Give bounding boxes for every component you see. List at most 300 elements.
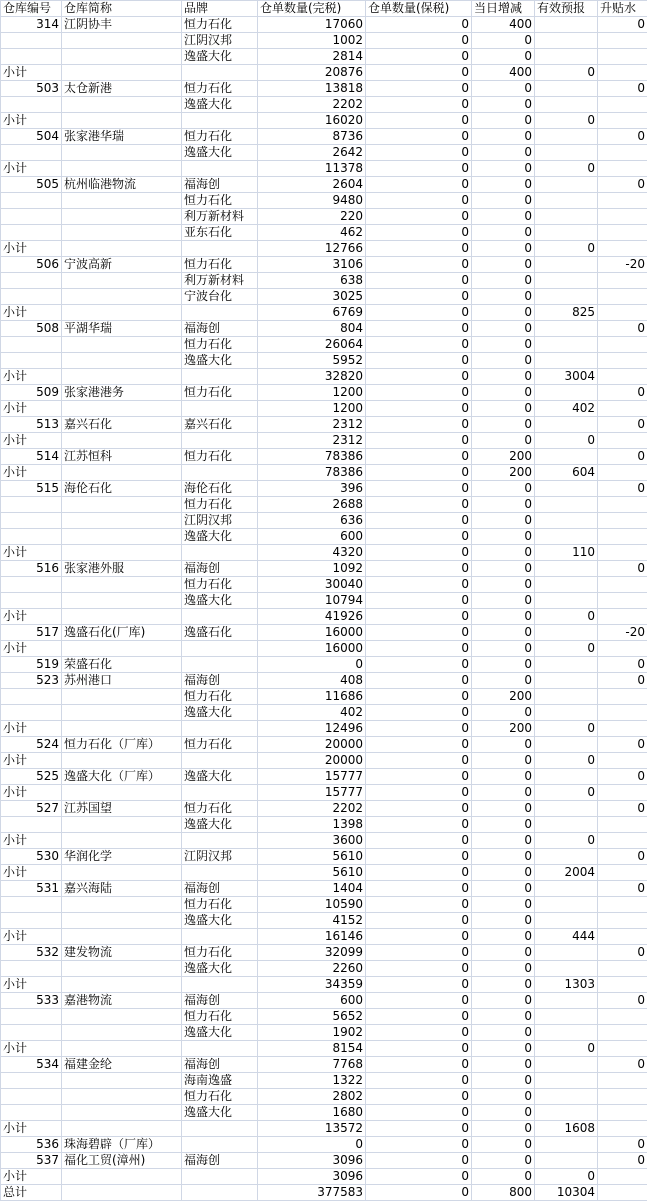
table-row <box>1 529 647 545</box>
cell-valid-forecast: 0 <box>535 721 598 737</box>
cell-warehouse-name <box>62 1169 182 1185</box>
cell-warehouse-name <box>62 545 182 561</box>
cell-qty-bonded: 0 <box>366 97 472 113</box>
cell-warehouse-name: 平湖华瑞 <box>62 321 182 337</box>
cell-warehouse-name: 嘉兴海陆 <box>62 881 182 897</box>
cell-brand: 福海创 <box>182 321 258 337</box>
cell-warehouse-code: 小计 <box>1 433 62 449</box>
table-row <box>1 353 647 369</box>
cell-brand: 海伦石化 <box>182 481 258 497</box>
cell-brand <box>182 753 258 769</box>
cell-qty-taxed: 15777 <box>258 769 366 785</box>
table-row <box>1 1057 647 1073</box>
cell-brand: 利万新材料 <box>182 209 258 225</box>
cell-premium-discount: 0 <box>598 17 647 33</box>
cell-warehouse-code <box>1 1089 62 1105</box>
cell-qty-bonded: 0 <box>366 993 472 1009</box>
cell-qty-bonded: 0 <box>366 641 472 657</box>
cell-valid-forecast <box>535 993 598 1009</box>
cell-warehouse-name <box>62 209 182 225</box>
cell-valid-forecast: 0 <box>535 1169 598 1185</box>
cell-daily-change: 0 <box>472 833 535 849</box>
cell-warehouse-code <box>1 337 62 353</box>
cell-qty-bonded: 0 <box>366 289 472 305</box>
cell-qty-bonded: 0 <box>366 305 472 321</box>
cell-premium-discount <box>598 401 647 417</box>
table-body <box>1 17 647 1201</box>
cell-premium-discount <box>598 161 647 177</box>
cell-warehouse-code <box>1 817 62 833</box>
cell-qty-bonded: 0 <box>366 1057 472 1073</box>
cell-warehouse-name <box>62 273 182 289</box>
cell-daily-change: 0 <box>472 1105 535 1121</box>
cell-qty-bonded: 0 <box>366 849 472 865</box>
cell-premium-discount <box>598 65 647 81</box>
cell-qty-bonded: 0 <box>366 561 472 577</box>
cell-qty-bonded: 0 <box>366 753 472 769</box>
cell-qty-taxed: 5652 <box>258 1009 366 1025</box>
cell-brand: 恒力石化 <box>182 193 258 209</box>
cell-warehouse-name <box>62 1041 182 1057</box>
cell-daily-change: 0 <box>472 433 535 449</box>
cell-qty-taxed: 2312 <box>258 433 366 449</box>
table-row <box>1 881 647 897</box>
cell-warehouse-code: 小计 <box>1 753 62 769</box>
cell-warehouse-name <box>62 1073 182 1089</box>
cell-brand <box>182 865 258 881</box>
cell-valid-forecast <box>535 33 598 49</box>
table-row <box>1 129 647 145</box>
cell-daily-change: 0 <box>472 305 535 321</box>
cell-warehouse-name <box>62 689 182 705</box>
cell-qty-taxed: 5610 <box>258 865 366 881</box>
cell-valid-forecast: 0 <box>535 753 598 769</box>
cell-brand: 恒力石化 <box>182 385 258 401</box>
cell-brand <box>182 1185 258 1201</box>
cell-premium-discount: 0 <box>598 849 647 865</box>
header-qty-bonded: 仓单数量(保税) <box>366 1 472 17</box>
cell-premium-discount: 0 <box>598 177 647 193</box>
cell-warehouse-code: 小计 <box>1 785 62 801</box>
cell-brand: 逸盛大化 <box>182 817 258 833</box>
header-row <box>1 1 647 17</box>
header-warehouse-name: 仓库简称 <box>62 1 182 17</box>
cell-daily-change: 0 <box>472 577 535 593</box>
cell-brand: 逸盛大化 <box>182 913 258 929</box>
cell-brand <box>182 977 258 993</box>
cell-daily-change: 0 <box>472 353 535 369</box>
cell-daily-change: 400 <box>472 65 535 81</box>
header-daily-change: 当日增减 <box>472 1 535 17</box>
cell-qty-bonded: 0 <box>366 1009 472 1025</box>
cell-brand: 恒力石化 <box>182 337 258 353</box>
table-row <box>1 609 647 625</box>
cell-qty-taxed: 11686 <box>258 689 366 705</box>
cell-brand <box>182 161 258 177</box>
cell-warehouse-code: 519 <box>1 657 62 673</box>
cell-qty-taxed: 15777 <box>258 785 366 801</box>
cell-valid-forecast <box>535 577 598 593</box>
cell-valid-forecast: 0 <box>535 433 598 449</box>
cell-valid-forecast <box>535 1153 598 1169</box>
table-row <box>1 1153 647 1169</box>
cell-warehouse-name: 宁波高新 <box>62 257 182 273</box>
cell-valid-forecast: 444 <box>535 929 598 945</box>
cell-daily-change: 0 <box>472 289 535 305</box>
cell-daily-change: 0 <box>472 657 535 673</box>
cell-valid-forecast: 825 <box>535 305 598 321</box>
cell-warehouse-name: 江苏国望 <box>62 801 182 817</box>
cell-daily-change: 0 <box>472 977 535 993</box>
cell-warehouse-code <box>1 209 62 225</box>
table-row <box>1 81 647 97</box>
cell-premium-discount <box>598 433 647 449</box>
cell-qty-bonded: 0 <box>366 225 472 241</box>
cell-qty-bonded: 0 <box>366 161 472 177</box>
cell-warehouse-code: 总计 <box>1 1185 62 1201</box>
table-row <box>1 369 647 385</box>
cell-brand <box>182 545 258 561</box>
cell-qty-bonded: 0 <box>366 465 472 481</box>
table-row <box>1 753 647 769</box>
cell-qty-taxed: 9480 <box>258 193 366 209</box>
cell-brand: 福海创 <box>182 673 258 689</box>
cell-qty-bonded: 0 <box>366 209 472 225</box>
cell-qty-taxed: 408 <box>258 673 366 689</box>
table-row <box>1 721 647 737</box>
cell-brand: 恒力石化 <box>182 689 258 705</box>
cell-premium-discount <box>598 1121 647 1137</box>
cell-qty-taxed: 0 <box>258 657 366 673</box>
cell-qty-taxed: 5952 <box>258 353 366 369</box>
table-row <box>1 737 647 753</box>
cell-qty-taxed: 7768 <box>258 1057 366 1073</box>
cell-qty-taxed: 12766 <box>258 241 366 257</box>
cell-qty-taxed: 11378 <box>258 161 366 177</box>
cell-valid-forecast <box>535 289 598 305</box>
cell-warehouse-code: 532 <box>1 945 62 961</box>
cell-qty-taxed: 32820 <box>258 369 366 385</box>
cell-brand <box>182 929 258 945</box>
cell-premium-discount <box>598 337 647 353</box>
cell-qty-bonded: 0 <box>366 257 472 273</box>
cell-qty-taxed: 377583 <box>258 1185 366 1201</box>
cell-qty-bonded: 0 <box>366 721 472 737</box>
cell-valid-forecast: 0 <box>535 1041 598 1057</box>
cell-warehouse-code <box>1 705 62 721</box>
table-row <box>1 561 647 577</box>
cell-daily-change: 0 <box>472 177 535 193</box>
cell-brand <box>182 369 258 385</box>
cell-warehouse-name <box>62 785 182 801</box>
cell-brand: 逸盛大化 <box>182 97 258 113</box>
cell-qty-bonded: 0 <box>366 545 472 561</box>
cell-warehouse-name: 海伦石化 <box>62 481 182 497</box>
cell-warehouse-code <box>1 529 62 545</box>
cell-qty-bonded: 0 <box>366 1169 472 1185</box>
cell-daily-change: 400 <box>472 17 535 33</box>
cell-warehouse-code <box>1 513 62 529</box>
cell-brand <box>182 785 258 801</box>
cell-valid-forecast <box>535 497 598 513</box>
cell-warehouse-name: 逸盛大化（厂库） <box>62 769 182 785</box>
cell-premium-discount: 0 <box>598 417 647 433</box>
cell-daily-change: 0 <box>472 1153 535 1169</box>
table-row <box>1 593 647 609</box>
cell-daily-change: 0 <box>472 945 535 961</box>
cell-brand <box>182 1137 258 1153</box>
cell-brand: 福海创 <box>182 177 258 193</box>
table-row <box>1 849 647 865</box>
cell-warehouse-name <box>62 1009 182 1025</box>
table-row <box>1 961 647 977</box>
cell-brand: 逸盛大化 <box>182 145 258 161</box>
table-row <box>1 433 647 449</box>
cell-warehouse-code: 530 <box>1 849 62 865</box>
cell-brand: 福海创 <box>182 881 258 897</box>
cell-warehouse-name <box>62 897 182 913</box>
cell-brand <box>182 1041 258 1057</box>
cell-premium-discount: 0 <box>598 449 647 465</box>
cell-warehouse-code: 小计 <box>1 65 62 81</box>
cell-brand: 恒力石化 <box>182 129 258 145</box>
cell-valid-forecast: 1303 <box>535 977 598 993</box>
cell-warehouse-name <box>62 433 182 449</box>
cell-daily-change: 0 <box>472 1057 535 1073</box>
cell-brand <box>182 833 258 849</box>
cell-warehouse-name <box>62 865 182 881</box>
table-row <box>1 209 647 225</box>
cell-qty-bonded: 0 <box>366 49 472 65</box>
cell-daily-change: 0 <box>472 673 535 689</box>
cell-qty-bonded: 0 <box>366 529 472 545</box>
cell-qty-taxed: 1398 <box>258 817 366 833</box>
cell-brand: 利万新材料 <box>182 273 258 289</box>
cell-qty-bonded: 0 <box>366 129 472 145</box>
cell-warehouse-code <box>1 1073 62 1089</box>
cell-warehouse-code: 小计 <box>1 1041 62 1057</box>
cell-premium-discount <box>598 97 647 113</box>
cell-qty-taxed: 1200 <box>258 385 366 401</box>
cell-warehouse-code: 516 <box>1 561 62 577</box>
cell-brand: 海南逸盛 <box>182 1073 258 1089</box>
table-row <box>1 1169 647 1185</box>
table-row <box>1 1121 647 1137</box>
cell-warehouse-name <box>62 241 182 257</box>
cell-valid-forecast <box>535 705 598 721</box>
cell-daily-change: 0 <box>472 785 535 801</box>
cell-warehouse-code: 小计 <box>1 1169 62 1185</box>
cell-warehouse-code: 503 <box>1 81 62 97</box>
cell-warehouse-code: 小计 <box>1 609 62 625</box>
cell-premium-discount <box>598 529 647 545</box>
cell-warehouse-code: 515 <box>1 481 62 497</box>
cell-daily-change: 0 <box>472 113 535 129</box>
cell-premium-discount <box>598 609 647 625</box>
cell-premium-discount: 0 <box>598 1057 647 1073</box>
cell-daily-change: 800 <box>472 1185 535 1201</box>
cell-brand: 江阴汉邦 <box>182 849 258 865</box>
cell-qty-bonded: 0 <box>366 673 472 689</box>
cell-brand: 恒力石化 <box>182 17 258 33</box>
cell-qty-taxed: 3600 <box>258 833 366 849</box>
cell-premium-discount <box>598 241 647 257</box>
cell-daily-change: 0 <box>472 881 535 897</box>
cell-warehouse-code <box>1 1009 62 1025</box>
cell-brand: 恒力石化 <box>182 737 258 753</box>
table-row <box>1 801 647 817</box>
cell-valid-forecast <box>535 337 598 353</box>
cell-warehouse-name: 福建金纶 <box>62 1057 182 1073</box>
cell-warehouse-name: 恒力石化（厂库） <box>62 737 182 753</box>
cell-premium-discount: 0 <box>598 801 647 817</box>
cell-warehouse-code: 514 <box>1 449 62 465</box>
table-row <box>1 497 647 513</box>
cell-brand: 恒力石化 <box>182 801 258 817</box>
table-row <box>1 577 647 593</box>
cell-valid-forecast <box>535 225 598 241</box>
cell-brand: 江阴汉邦 <box>182 33 258 49</box>
table-row <box>1 1041 647 1057</box>
cell-valid-forecast <box>535 897 598 913</box>
cell-warehouse-code <box>1 33 62 49</box>
cell-daily-change: 0 <box>472 545 535 561</box>
cell-warehouse-code <box>1 913 62 929</box>
cell-warehouse-code: 534 <box>1 1057 62 1073</box>
cell-qty-bonded: 0 <box>366 321 472 337</box>
cell-qty-bonded: 0 <box>366 337 472 353</box>
cell-qty-bonded: 0 <box>366 1185 472 1201</box>
cell-qty-bonded: 0 <box>366 1089 472 1105</box>
cell-warehouse-name: 苏州港口 <box>62 673 182 689</box>
cell-daily-change: 0 <box>472 1025 535 1041</box>
cell-qty-taxed: 1680 <box>258 1105 366 1121</box>
cell-brand <box>182 609 258 625</box>
table-row <box>1 289 647 305</box>
cell-qty-taxed: 462 <box>258 225 366 241</box>
cell-premium-discount <box>598 273 647 289</box>
cell-premium-discount <box>598 817 647 833</box>
table-row <box>1 145 647 161</box>
cell-warehouse-code: 小计 <box>1 465 62 481</box>
cell-qty-bonded: 0 <box>366 769 472 785</box>
cell-qty-bonded: 0 <box>366 817 472 833</box>
cell-qty-taxed: 4320 <box>258 545 366 561</box>
cell-premium-discount <box>598 865 647 881</box>
cell-qty-bonded: 0 <box>366 977 472 993</box>
cell-brand: 福海创 <box>182 1057 258 1073</box>
cell-valid-forecast <box>535 593 598 609</box>
cell-qty-taxed: 10590 <box>258 897 366 913</box>
cell-premium-discount: 0 <box>598 945 647 961</box>
cell-warehouse-code: 533 <box>1 993 62 1009</box>
cell-qty-bonded: 0 <box>366 657 472 673</box>
cell-daily-change: 0 <box>472 257 535 273</box>
cell-warehouse-code: 504 <box>1 129 62 145</box>
cell-warehouse-code: 小计 <box>1 545 62 561</box>
cell-brand <box>182 241 258 257</box>
cell-qty-taxed: 1092 <box>258 561 366 577</box>
cell-valid-forecast <box>535 353 598 369</box>
cell-qty-bonded: 0 <box>366 881 472 897</box>
cell-valid-forecast <box>535 1025 598 1041</box>
cell-qty-taxed: 804 <box>258 321 366 337</box>
cell-premium-discount: 0 <box>598 993 647 1009</box>
cell-valid-forecast <box>535 801 598 817</box>
cell-warehouse-code: 小计 <box>1 113 62 129</box>
cell-brand <box>182 641 258 657</box>
cell-premium-discount <box>598 833 647 849</box>
cell-qty-taxed: 402 <box>258 705 366 721</box>
cell-qty-bonded: 0 <box>366 1137 472 1153</box>
cell-valid-forecast <box>535 513 598 529</box>
cell-qty-bonded: 0 <box>366 577 472 593</box>
table-row <box>1 17 647 33</box>
cell-valid-forecast <box>535 273 598 289</box>
cell-valid-forecast <box>535 1073 598 1089</box>
cell-valid-forecast <box>535 145 598 161</box>
cell-brand <box>182 465 258 481</box>
cell-warehouse-code: 536 <box>1 1137 62 1153</box>
cell-brand: 福海创 <box>182 1153 258 1169</box>
cell-qty-taxed: 32099 <box>258 945 366 961</box>
cell-qty-bonded: 0 <box>366 737 472 753</box>
cell-warehouse-name <box>62 161 182 177</box>
cell-premium-discount <box>598 305 647 321</box>
cell-valid-forecast: 0 <box>535 609 598 625</box>
cell-brand: 逸盛大化 <box>182 705 258 721</box>
table-row <box>1 257 647 273</box>
cell-qty-taxed: 1322 <box>258 1073 366 1089</box>
cell-premium-discount: -20 <box>598 257 647 273</box>
cell-qty-bonded: 0 <box>366 1121 472 1137</box>
cell-warehouse-code: 小计 <box>1 241 62 257</box>
cell-premium-discount <box>598 33 647 49</box>
table-row <box>1 769 647 785</box>
cell-qty-taxed: 16000 <box>258 625 366 641</box>
cell-qty-taxed: 1902 <box>258 1025 366 1041</box>
cell-daily-change: 0 <box>472 929 535 945</box>
cell-valid-forecast: 0 <box>535 785 598 801</box>
cell-warehouse-code: 505 <box>1 177 62 193</box>
cell-qty-bonded: 0 <box>366 401 472 417</box>
cell-daily-change: 0 <box>472 529 535 545</box>
header-qty-taxed: 仓单数量(完税) <box>258 1 366 17</box>
cell-valid-forecast <box>535 417 598 433</box>
cell-qty-taxed: 78386 <box>258 465 366 481</box>
cell-warehouse-name <box>62 593 182 609</box>
cell-qty-bonded: 0 <box>366 449 472 465</box>
cell-valid-forecast <box>535 1137 598 1153</box>
cell-brand: 逸盛大化 <box>182 1105 258 1121</box>
cell-warehouse-code: 531 <box>1 881 62 897</box>
cell-qty-taxed: 1404 <box>258 881 366 897</box>
cell-premium-discount <box>598 49 647 65</box>
cell-qty-bonded: 0 <box>366 17 472 33</box>
cell-valid-forecast <box>535 17 598 33</box>
cell-daily-change: 0 <box>472 193 535 209</box>
cell-qty-bonded: 0 <box>366 961 472 977</box>
cell-daily-change: 0 <box>472 497 535 513</box>
cell-qty-taxed: 220 <box>258 209 366 225</box>
table-row <box>1 113 647 129</box>
cell-valid-forecast <box>535 177 598 193</box>
cell-daily-change: 200 <box>472 721 535 737</box>
cell-warehouse-name <box>62 817 182 833</box>
cell-warehouse-code <box>1 97 62 113</box>
cell-valid-forecast: 0 <box>535 833 598 849</box>
cell-qty-taxed: 600 <box>258 529 366 545</box>
